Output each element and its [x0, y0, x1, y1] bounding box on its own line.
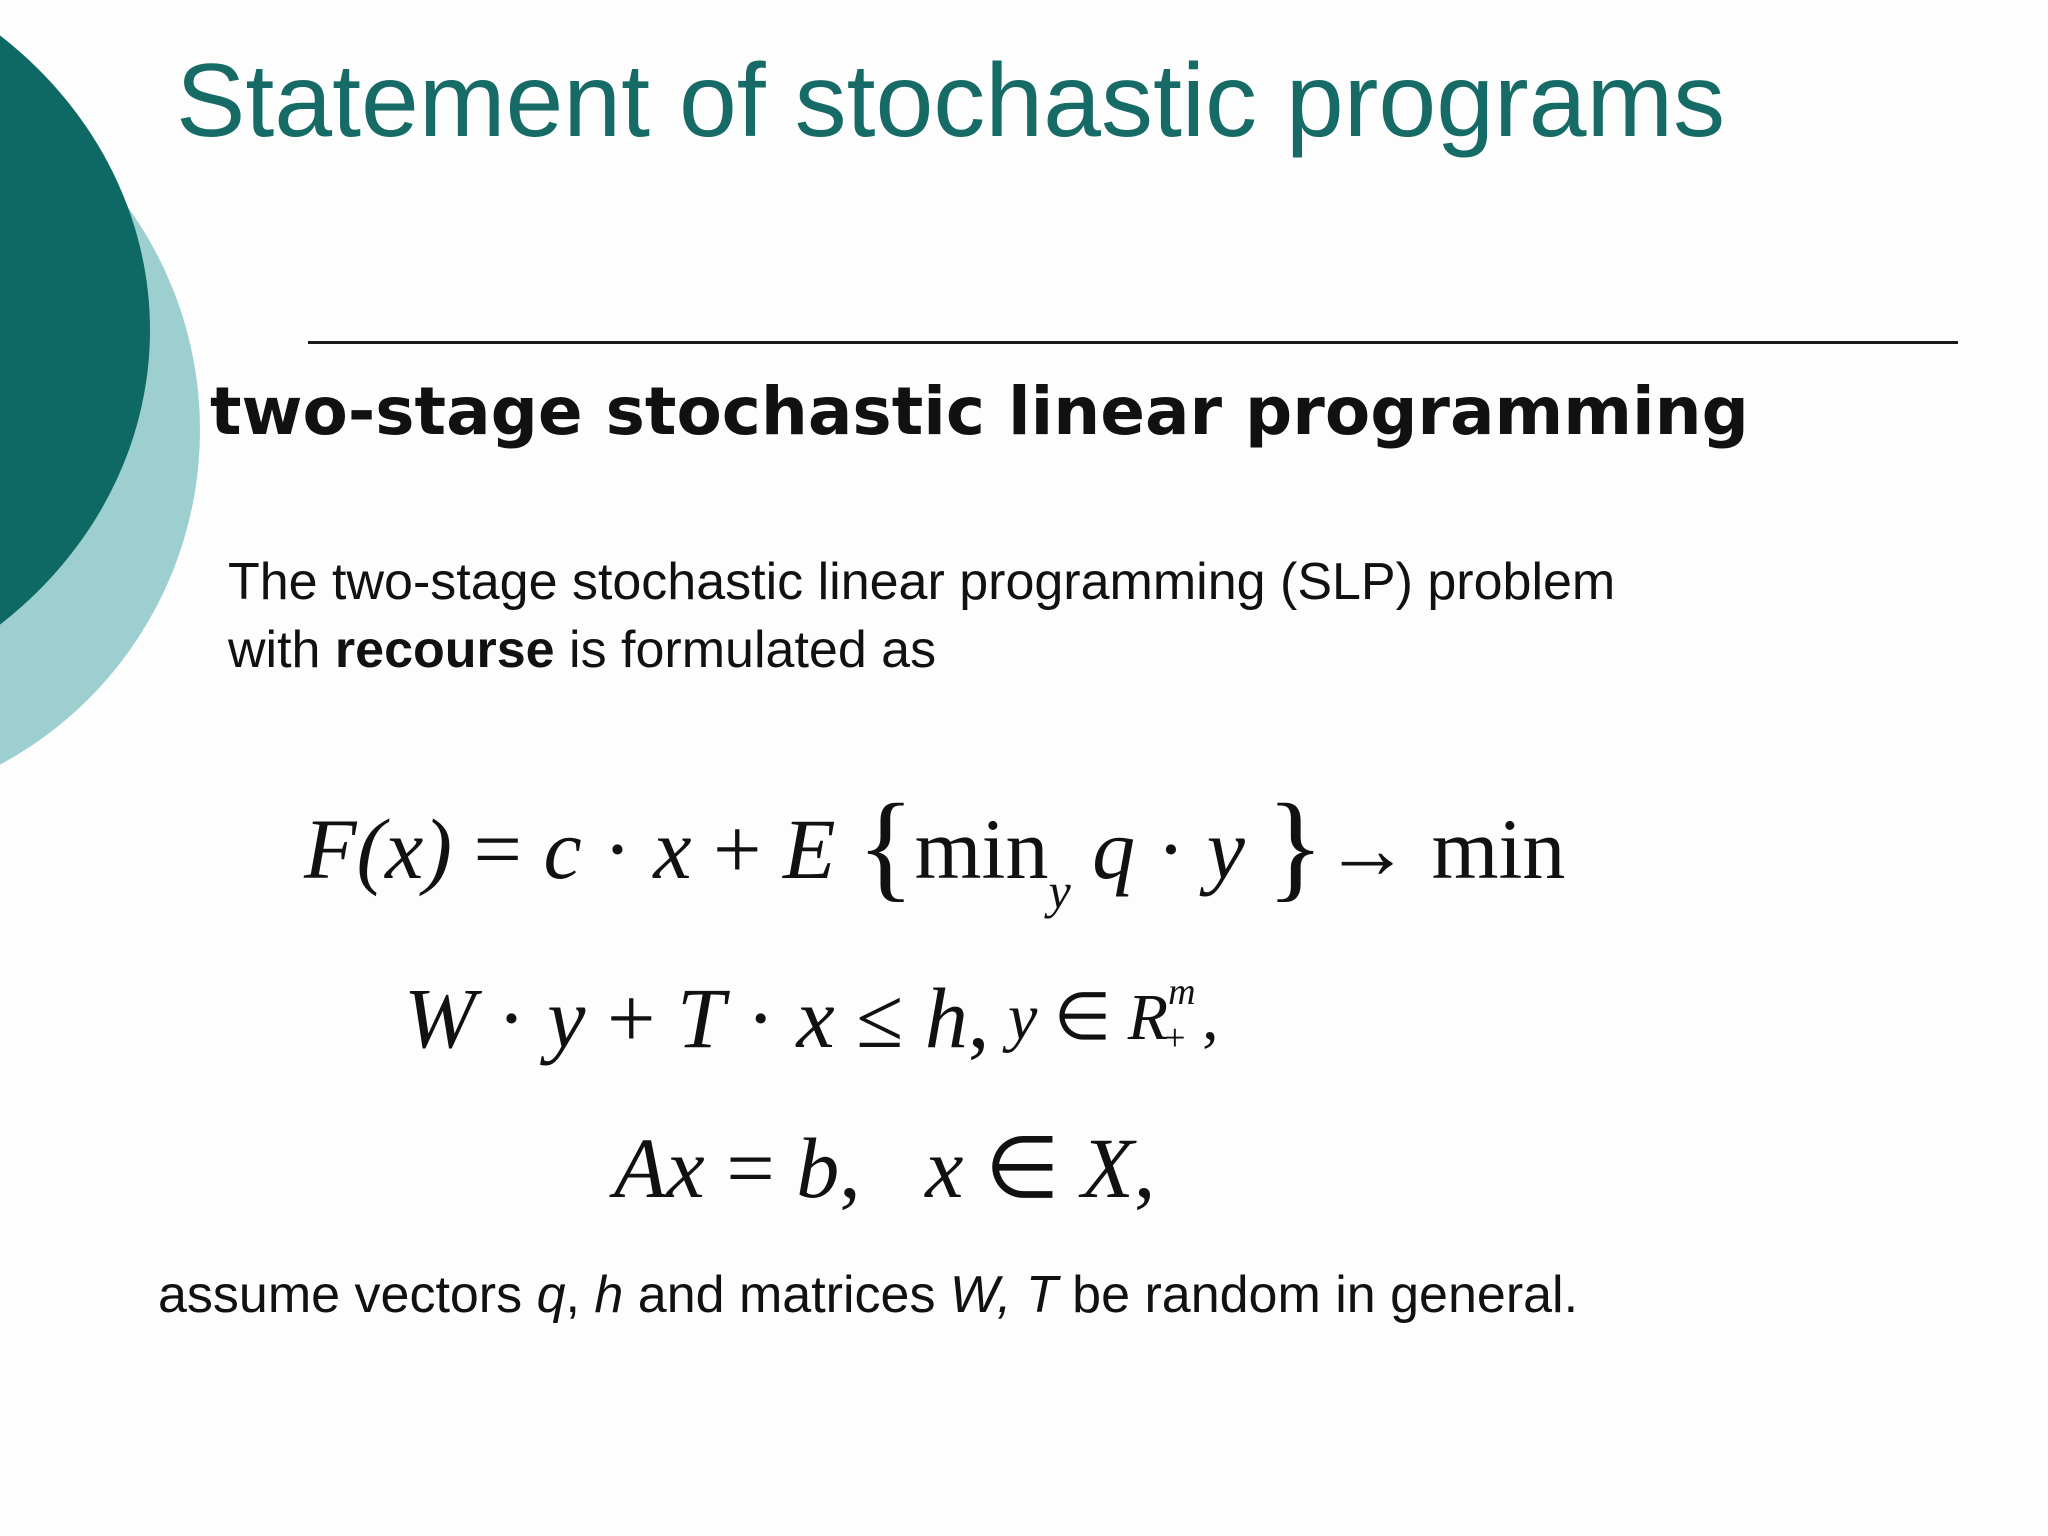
footer-text-4: be random in general. [1057, 1266, 1579, 1324]
eq3-element-of: ∈ [963, 1120, 1082, 1216]
constraint-equation-2 [614, 1120, 1156, 1216]
eq2-element-of: ∈ [1037, 981, 1128, 1054]
eq2-plus: + [585, 970, 677, 1066]
objective-equation [304, 779, 1566, 919]
eq1-equals: = [451, 801, 544, 897]
eq2-R-subscript: + [1164, 1017, 1186, 1059]
constraint-equation-1 [404, 970, 990, 1066]
eq1-lhs: F(x) [304, 801, 452, 897]
intro-line-2-prefix: with [228, 621, 335, 679]
footer-text-1: assume vectors [158, 1266, 537, 1324]
eq2-T: T [676, 970, 725, 1066]
section-heading: two-stage stochastic linear programming [210, 373, 1749, 450]
constraint-domain-y [1008, 971, 1219, 1059]
eq2-R-superscript: m [1168, 971, 1196, 1013]
intro-paragraph [228, 548, 1615, 684]
eq1-inner-min: min [914, 801, 1049, 897]
eq1-x: x [653, 801, 692, 897]
footer-q: q [536, 1266, 566, 1324]
eq1-y: y [1206, 801, 1245, 897]
eq1-arrow: → [1324, 801, 1411, 897]
eq2-leq: ≤ [834, 970, 925, 1066]
eq2-R: R [1127, 981, 1169, 1054]
eq3-X: X [1081, 1120, 1134, 1216]
intro-line-2-suffix: is formulated as [554, 621, 937, 679]
footer-W-T: W, T [949, 1266, 1058, 1324]
eq2-y: y [547, 970, 586, 1066]
eq1-dot: · [581, 801, 654, 897]
eq3-A: A [614, 1120, 667, 1216]
eq3-comma: , [839, 1120, 861, 1216]
footer-text-3: and matrices [623, 1266, 950, 1324]
eq2-R-scripts [1164, 971, 1202, 1059]
footer-h: h [594, 1266, 624, 1324]
eq1-plus: + [691, 801, 783, 897]
intro-line-2 [228, 616, 1615, 684]
eq3-equals: = [704, 1120, 797, 1216]
eq3-x: x [666, 1120, 705, 1216]
eq3-b: b [796, 1120, 840, 1216]
eq1-q: q [1092, 801, 1136, 897]
recourse-term: recourse [334, 621, 555, 679]
title-divider [308, 341, 1958, 344]
slide-title: Statement of stochastic programs [176, 43, 1726, 159]
intro-line-1: The two-stage stochastic linear programming (SLP) problem [228, 553, 1616, 611]
eq1-dot-2: · [1135, 801, 1207, 897]
eq2-y-domain: y [1008, 981, 1038, 1054]
eq1-c: c [543, 801, 582, 897]
eq3-comma-2: , [1133, 1120, 1156, 1216]
footer-text-2: , [565, 1266, 595, 1324]
eq2-comma: , [967, 970, 990, 1066]
eq2-dot: · [475, 970, 548, 1066]
eq1-right-brace: } [1266, 779, 1325, 912]
eq2-dot-2: · [724, 970, 797, 1066]
eq1-expectation: E [783, 801, 836, 897]
eq3-x-domain: x [925, 1120, 964, 1216]
eq2-x: x [796, 970, 835, 1066]
eq2-comma-2: , [1202, 981, 1219, 1054]
eq2-h: h [924, 970, 968, 1066]
eq2-W: W [404, 970, 476, 1066]
assumption-note [158, 1265, 1578, 1325]
eq1-min-subscript: y [1048, 863, 1071, 919]
eq1-outer-min: min [1431, 801, 1566, 897]
eq1-left-brace: { [857, 779, 915, 912]
